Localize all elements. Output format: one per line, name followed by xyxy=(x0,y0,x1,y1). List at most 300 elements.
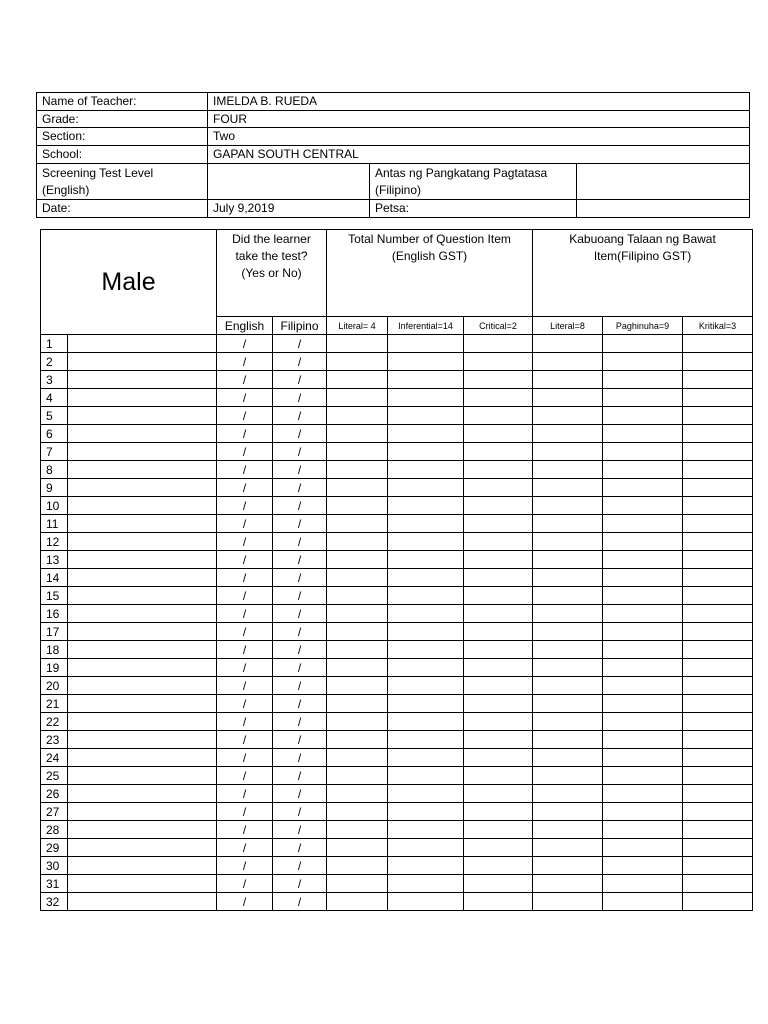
filipino-taken-cell: / xyxy=(273,425,327,443)
critical-en-score-cell xyxy=(464,659,533,677)
row-number-cell: 20 xyxy=(41,677,68,695)
table-row xyxy=(41,443,753,461)
screening-label-line: (English) xyxy=(42,182,90,197)
english-taken-cell: / xyxy=(217,839,273,857)
paghinuha-fil-score-cell xyxy=(603,407,683,425)
kritikal-fil-score-cell xyxy=(683,515,753,533)
test-level-row xyxy=(37,164,750,200)
literal-en-score-cell xyxy=(327,893,388,911)
inferential-en-score-cell xyxy=(388,353,464,371)
literal-en-score-cell xyxy=(327,695,388,713)
critical-en-score-cell xyxy=(464,515,533,533)
inferential-en-score-cell xyxy=(388,569,464,587)
literal-en-score-cell xyxy=(327,533,388,551)
literal-fil-score-cell xyxy=(533,551,603,569)
english-gst-header-line: Total Number of Question Item xyxy=(348,232,511,246)
table-row xyxy=(41,533,753,551)
teacher-info-table xyxy=(36,92,750,218)
filipino-taken-cell: / xyxy=(273,641,327,659)
learner-name-cell xyxy=(68,353,217,371)
row-number-cell: 28 xyxy=(41,821,68,839)
learner-name-cell xyxy=(68,767,217,785)
kritikal-fil-score-cell xyxy=(683,713,753,731)
english-taken-cell: / xyxy=(217,497,273,515)
paghinuha-fil-score-cell xyxy=(603,425,683,443)
literal-fil-score-cell xyxy=(533,407,603,425)
critical-en-score-cell xyxy=(464,821,533,839)
english-taken-cell: / xyxy=(217,641,273,659)
paghinuha-fil-score-cell xyxy=(603,479,683,497)
inferential-en-score-cell xyxy=(388,803,464,821)
critical-en-score-cell xyxy=(464,335,533,353)
critical-en-score-cell xyxy=(464,893,533,911)
row-number-cell: 19 xyxy=(41,659,68,677)
teacher-name-value: IMELDA B. RUEDA xyxy=(208,93,750,111)
row-number-cell: 32 xyxy=(41,893,68,911)
date-row xyxy=(37,200,750,218)
row-number-cell: 23 xyxy=(41,731,68,749)
table-row xyxy=(41,731,753,749)
literal-en-score-cell xyxy=(327,821,388,839)
learner-name-cell xyxy=(68,479,217,497)
literal-en-score-cell xyxy=(327,407,388,425)
took-test-header xyxy=(217,230,327,317)
learner-name-cell xyxy=(68,551,217,569)
literal-en-score-cell xyxy=(327,839,388,857)
filipino-taken-cell: / xyxy=(273,695,327,713)
row-number-cell: 4 xyxy=(41,389,68,407)
screening-results-table xyxy=(40,229,753,911)
table-row xyxy=(41,821,753,839)
paghinuha-fil-score-cell xyxy=(603,641,683,659)
filipino-taken-cell: / xyxy=(273,407,327,425)
critical-en-score-cell xyxy=(464,371,533,389)
learner-name-cell xyxy=(68,713,217,731)
inferential-en-score-cell xyxy=(388,461,464,479)
literal-fil-score-cell xyxy=(533,587,603,605)
inferential-en-score-cell xyxy=(388,587,464,605)
petsa-value xyxy=(577,200,750,218)
teacher-name-row xyxy=(37,93,750,111)
filipino-taken-cell: / xyxy=(273,353,327,371)
school-row xyxy=(37,146,750,164)
learner-name-cell xyxy=(68,731,217,749)
table-row xyxy=(41,353,753,371)
paghinuha-fil-score-cell xyxy=(603,893,683,911)
learner-name-cell xyxy=(68,659,217,677)
critical-en-score-cell xyxy=(464,605,533,623)
literal-en-score-cell xyxy=(327,425,388,443)
antas-label-line: (Filipino) xyxy=(375,182,422,197)
filipino-taken-cell: / xyxy=(273,389,327,407)
literal-en-score-cell xyxy=(327,605,388,623)
english-taken-cell: / xyxy=(217,335,273,353)
critical-en-score-cell xyxy=(464,785,533,803)
screening-label-line: Screening Test Level xyxy=(42,165,154,180)
inferential-en-score-cell xyxy=(388,893,464,911)
inferential-en-score-cell xyxy=(388,875,464,893)
row-number-cell: 7 xyxy=(41,443,68,461)
paghinuha-fil-score-cell xyxy=(603,569,683,587)
kritikal-fil-score-cell xyxy=(683,533,753,551)
learner-name-cell xyxy=(68,875,217,893)
kritikal-fil-score-cell xyxy=(683,389,753,407)
inferential-en-score-cell xyxy=(388,821,464,839)
grade-value: FOUR xyxy=(208,111,750,128)
table-row xyxy=(41,389,753,407)
learner-name-cell xyxy=(68,893,217,911)
inferential-en-score-cell xyxy=(388,767,464,785)
literal-en-score-cell xyxy=(327,785,388,803)
literal-en-score-cell xyxy=(327,569,388,587)
row-number-cell: 10 xyxy=(41,497,68,515)
critical-en-score-cell xyxy=(464,497,533,515)
critical-en-score-cell xyxy=(464,623,533,641)
inferential-en-score-cell xyxy=(388,371,464,389)
literal-fil-score-cell xyxy=(533,497,603,515)
table-row xyxy=(41,605,753,623)
table-row xyxy=(41,551,753,569)
literal-fil-score-cell xyxy=(533,515,603,533)
row-number-cell: 12 xyxy=(41,533,68,551)
filipino-gst-header-line: Item(Filipino GST) xyxy=(593,249,692,263)
table-row xyxy=(41,515,753,533)
inferential-en-score-cell xyxy=(388,551,464,569)
filipino-taken-cell: / xyxy=(273,443,327,461)
literal-fil-score-cell xyxy=(533,533,603,551)
paghinuha-fil-score-cell xyxy=(603,587,683,605)
literal-fil-score-cell xyxy=(533,461,603,479)
paghinuha-fil-score-cell xyxy=(603,839,683,857)
english-taken-cell: / xyxy=(217,785,273,803)
literal-fil-score-cell xyxy=(533,821,603,839)
english-taken-cell: / xyxy=(217,749,273,767)
literal-fil-score-cell xyxy=(533,371,603,389)
learner-name-cell xyxy=(68,497,217,515)
filipino-taken-cell: / xyxy=(273,533,327,551)
critical-en-subheader: Critical=2 xyxy=(464,317,533,335)
critical-en-score-cell xyxy=(464,677,533,695)
critical-en-score-cell xyxy=(464,569,533,587)
table-row xyxy=(41,839,753,857)
filipino-taken-cell: / xyxy=(273,677,327,695)
learner-name-cell xyxy=(68,677,217,695)
inferential-en-score-cell xyxy=(388,605,464,623)
learner-name-cell xyxy=(68,821,217,839)
filipino-gst-header-line: Kabuoang Talaan ng Bawat xyxy=(569,232,716,246)
critical-en-score-cell xyxy=(464,353,533,371)
literal-en-score-cell xyxy=(327,677,388,695)
english-taken-cell: / xyxy=(217,371,273,389)
antas-label-line: Antas ng Pangkatang Pagtatasa xyxy=(375,165,548,180)
literal-en-score-cell xyxy=(327,659,388,677)
filipino-taken-cell: / xyxy=(273,605,327,623)
inferential-en-score-cell xyxy=(388,659,464,677)
table-row xyxy=(41,857,753,875)
literal-fil-score-cell xyxy=(533,443,603,461)
row-number-cell: 9 xyxy=(41,479,68,497)
critical-en-score-cell xyxy=(464,695,533,713)
paghinuha-fil-score-cell xyxy=(603,443,683,461)
kritikal-fil-score-cell xyxy=(683,605,753,623)
paghinuha-fil-score-cell xyxy=(603,461,683,479)
english-taken-cell: / xyxy=(217,821,273,839)
literal-fil-score-cell xyxy=(533,389,603,407)
row-number-cell: 31 xyxy=(41,875,68,893)
kritikal-fil-score-cell xyxy=(683,677,753,695)
english-taken-cell: / xyxy=(217,443,273,461)
critical-en-score-cell xyxy=(464,389,533,407)
kritikal-fil-score-cell xyxy=(683,623,753,641)
literal-en-score-cell xyxy=(327,623,388,641)
table-row xyxy=(41,425,753,443)
row-number-cell: 6 xyxy=(41,425,68,443)
male-group-header: Male xyxy=(41,230,217,335)
literal-en-score-cell xyxy=(327,371,388,389)
literal-fil-score-cell xyxy=(533,695,603,713)
learner-name-cell xyxy=(68,857,217,875)
kritikal-fil-score-cell xyxy=(683,443,753,461)
learner-name-cell xyxy=(68,803,217,821)
paghinuha-fil-score-cell xyxy=(603,605,683,623)
english-taken-cell: / xyxy=(217,425,273,443)
english-taken-cell: / xyxy=(217,677,273,695)
kritikal-fil-score-cell xyxy=(683,497,753,515)
literal-fil-score-cell xyxy=(533,713,603,731)
school-value: GAPAN SOUTH CENTRAL xyxy=(208,146,750,164)
inferential-en-score-cell xyxy=(388,695,464,713)
literal-fil-score-cell xyxy=(533,569,603,587)
english-taken-cell: / xyxy=(217,569,273,587)
inferential-en-subheader: Inferential=14 xyxy=(388,317,464,335)
filipino-taken-cell: / xyxy=(273,515,327,533)
kritikal-fil-score-cell xyxy=(683,839,753,857)
learner-name-cell xyxy=(68,623,217,641)
literal-fil-score-cell xyxy=(533,353,603,371)
filipino-taken-cell: / xyxy=(273,587,327,605)
paghinuha-fil-score-cell xyxy=(603,389,683,407)
literal-en-score-cell xyxy=(327,749,388,767)
literal-en-score-cell xyxy=(327,389,388,407)
table-row xyxy=(41,569,753,587)
critical-en-score-cell xyxy=(464,479,533,497)
critical-en-score-cell xyxy=(464,803,533,821)
table-row xyxy=(41,587,753,605)
inferential-en-score-cell xyxy=(388,479,464,497)
inferential-en-score-cell xyxy=(388,425,464,443)
filipino-taken-cell: / xyxy=(273,569,327,587)
kritikal-fil-score-cell xyxy=(683,461,753,479)
filipino-taken-cell: / xyxy=(273,839,327,857)
paghinuha-fil-score-cell xyxy=(603,677,683,695)
filipino-taken-cell: / xyxy=(273,497,327,515)
english-gst-header xyxy=(327,230,533,317)
literal-fil-score-cell xyxy=(533,875,603,893)
literal-fil-score-cell xyxy=(533,857,603,875)
inferential-en-score-cell xyxy=(388,857,464,875)
literal-fil-subheader: Literal=8 xyxy=(533,317,603,335)
filipino-taken-cell: / xyxy=(273,335,327,353)
took-test-header-line: (Yes or No) xyxy=(241,266,302,280)
paghinuha-fil-score-cell xyxy=(603,371,683,389)
critical-en-score-cell xyxy=(464,839,533,857)
screening-test-level-label xyxy=(37,164,208,200)
critical-en-score-cell xyxy=(464,587,533,605)
section-row xyxy=(37,128,750,146)
kritikal-fil-score-cell xyxy=(683,821,753,839)
filipino-taken-cell: / xyxy=(273,659,327,677)
english-taken-cell: / xyxy=(217,407,273,425)
table-row xyxy=(41,893,753,911)
kritikal-fil-score-cell xyxy=(683,371,753,389)
literal-en-score-cell xyxy=(327,641,388,659)
filipino-taken-cell: / xyxy=(273,821,327,839)
row-number-cell: 15 xyxy=(41,587,68,605)
table-row xyxy=(41,335,753,353)
inferential-en-score-cell xyxy=(388,713,464,731)
kritikal-fil-score-cell xyxy=(683,749,753,767)
literal-en-score-cell xyxy=(327,497,388,515)
learner-name-cell xyxy=(68,533,217,551)
learner-name-cell xyxy=(68,443,217,461)
kritikal-fil-score-cell xyxy=(683,569,753,587)
english-taken-cell: / xyxy=(217,461,273,479)
english-taken-cell: / xyxy=(217,713,273,731)
critical-en-score-cell xyxy=(464,443,533,461)
literal-en-score-cell xyxy=(327,731,388,749)
paghinuha-fil-score-cell xyxy=(603,767,683,785)
learner-name-cell xyxy=(68,371,217,389)
learner-name-cell xyxy=(68,605,217,623)
learner-name-cell xyxy=(68,839,217,857)
row-number-cell: 8 xyxy=(41,461,68,479)
critical-en-score-cell xyxy=(464,551,533,569)
paghinuha-fil-score-cell xyxy=(603,515,683,533)
paghinuha-fil-score-cell xyxy=(603,623,683,641)
literal-en-score-cell xyxy=(327,353,388,371)
kritikal-fil-score-cell xyxy=(683,335,753,353)
literal-en-score-cell xyxy=(327,335,388,353)
kritikal-fil-score-cell xyxy=(683,803,753,821)
table-row xyxy=(41,479,753,497)
critical-en-score-cell xyxy=(464,731,533,749)
english-taken-cell: / xyxy=(217,803,273,821)
antas-label xyxy=(370,164,577,200)
row-number-cell: 30 xyxy=(41,857,68,875)
english-taken-cell: / xyxy=(217,695,273,713)
row-number-cell: 3 xyxy=(41,371,68,389)
critical-en-score-cell xyxy=(464,641,533,659)
literal-fil-score-cell xyxy=(533,623,603,641)
filipino-taken-cell: / xyxy=(273,893,327,911)
english-subheader: English xyxy=(217,317,273,335)
grade-label: Grade: xyxy=(37,111,208,128)
literal-fil-score-cell xyxy=(533,659,603,677)
inferential-en-score-cell xyxy=(388,515,464,533)
row-number-cell: 18 xyxy=(41,641,68,659)
literal-en-score-cell xyxy=(327,713,388,731)
critical-en-score-cell xyxy=(464,857,533,875)
paghinuha-fil-subheader: Paghinuha=9 xyxy=(603,317,683,335)
inferential-en-score-cell xyxy=(388,443,464,461)
row-number-cell: 25 xyxy=(41,767,68,785)
english-taken-cell: / xyxy=(217,875,273,893)
inferential-en-score-cell xyxy=(388,677,464,695)
english-gst-header-line: (English GST) xyxy=(391,249,468,263)
section-value: Two xyxy=(208,128,750,146)
filipino-subheader: Filipino xyxy=(273,317,327,335)
literal-en-score-cell xyxy=(327,857,388,875)
inferential-en-score-cell xyxy=(388,533,464,551)
literal-fil-score-cell xyxy=(533,425,603,443)
learner-name-cell xyxy=(68,335,217,353)
kritikal-fil-score-cell xyxy=(683,857,753,875)
learner-name-cell xyxy=(68,515,217,533)
took-test-header-line: take the test? xyxy=(235,249,308,263)
table-row xyxy=(41,677,753,695)
row-number-cell: 29 xyxy=(41,839,68,857)
kritikal-fil-score-cell xyxy=(683,659,753,677)
filipino-taken-cell: / xyxy=(273,623,327,641)
paghinuha-fil-score-cell xyxy=(603,803,683,821)
critical-en-score-cell xyxy=(464,767,533,785)
critical-en-score-cell xyxy=(464,749,533,767)
critical-en-score-cell xyxy=(464,407,533,425)
filipino-taken-cell: / xyxy=(273,371,327,389)
learner-name-cell xyxy=(68,695,217,713)
literal-en-subheader: Literal= 4 xyxy=(327,317,388,335)
kritikal-fil-score-cell xyxy=(683,425,753,443)
screening-test-level-value xyxy=(208,164,370,200)
english-taken-cell: / xyxy=(217,659,273,677)
literal-fil-score-cell xyxy=(533,893,603,911)
kritikal-fil-score-cell xyxy=(683,893,753,911)
english-taken-cell: / xyxy=(217,515,273,533)
row-number-cell: 22 xyxy=(41,713,68,731)
literal-en-score-cell xyxy=(327,587,388,605)
critical-en-score-cell xyxy=(464,425,533,443)
paghinuha-fil-score-cell xyxy=(603,749,683,767)
table-row xyxy=(41,749,753,767)
learner-name-cell xyxy=(68,407,217,425)
kritikal-fil-score-cell xyxy=(683,641,753,659)
paghinuha-fil-score-cell xyxy=(603,785,683,803)
filipino-taken-cell: / xyxy=(273,749,327,767)
table-header-row xyxy=(41,230,753,317)
kritikal-fil-score-cell xyxy=(683,767,753,785)
literal-fil-score-cell xyxy=(533,785,603,803)
date-value: July 9,2019 xyxy=(208,200,370,218)
kritikal-fil-score-cell xyxy=(683,695,753,713)
literal-en-score-cell xyxy=(327,875,388,893)
filipino-taken-cell: / xyxy=(273,551,327,569)
filipino-taken-cell: / xyxy=(273,785,327,803)
critical-en-score-cell xyxy=(464,533,533,551)
table-row xyxy=(41,623,753,641)
filipino-gst-header xyxy=(533,230,753,317)
english-taken-cell: / xyxy=(217,533,273,551)
critical-en-score-cell xyxy=(464,875,533,893)
paghinuha-fil-score-cell xyxy=(603,821,683,839)
section-label: Section: xyxy=(37,128,208,146)
paghinuha-fil-score-cell xyxy=(603,353,683,371)
filipino-taken-cell: / xyxy=(273,767,327,785)
learner-name-cell xyxy=(68,569,217,587)
paghinuha-fil-score-cell xyxy=(603,875,683,893)
kritikal-fil-score-cell xyxy=(683,407,753,425)
kritikal-fil-score-cell xyxy=(683,875,753,893)
literal-fil-score-cell xyxy=(533,767,603,785)
